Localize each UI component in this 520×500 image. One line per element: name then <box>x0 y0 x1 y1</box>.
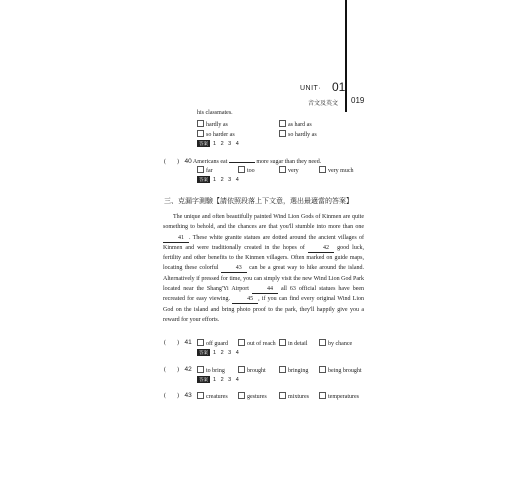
q43-option-b[interactable] <box>238 392 267 401</box>
option-marker-icon <box>279 366 286 373</box>
option-marker-icon <box>238 392 245 399</box>
q39-option-b[interactable] <box>279 120 312 129</box>
passage-text: can be a <box>249 265 271 272</box>
unit-number: 01 <box>332 80 346 94</box>
q42-option-c[interactable] <box>279 366 308 375</box>
answer-paren-open: ( <box>164 393 166 399</box>
option-text: as hard as <box>288 122 312 128</box>
option-text: very much <box>328 168 354 174</box>
option-text: mixtures <box>288 394 309 400</box>
passage-text: , if you can find every original Wind Lion God on the <box>163 296 364 313</box>
option-text: too <box>247 168 255 174</box>
option-text: so harder as <box>206 132 235 138</box>
option-marker-icon <box>279 120 286 127</box>
passage-text: for your efforts. <box>181 316 220 323</box>
option-text: by chance <box>328 341 353 347</box>
option-marker-icon <box>238 339 245 346</box>
question-number: 40 <box>184 158 192 165</box>
option-marker-icon <box>197 392 204 399</box>
q40-option-a[interactable] <box>197 166 213 175</box>
blank-45[interactable]: 45 <box>232 296 258 304</box>
q42-row <box>164 366 192 374</box>
option-marker-icon <box>319 166 326 173</box>
blank-41[interactable]: 41 <box>163 235 189 243</box>
q43-option-c[interactable] <box>279 392 309 401</box>
unit-label: UNIT· <box>300 85 322 92</box>
answer-key: 1 2 3 4 <box>213 177 241 183</box>
option-marker-icon <box>279 339 286 346</box>
passage-text: all 63 official statues have been recreated for easy <box>163 286 365 303</box>
q39-stem-end: his classmates. <box>197 110 233 116</box>
q42-option-b[interactable] <box>238 366 266 375</box>
q41-option-b[interactable] <box>238 339 276 348</box>
option-marker-icon <box>279 166 286 173</box>
q43-option-d[interactable] <box>319 392 359 401</box>
option-marker-icon <box>279 130 286 137</box>
q40-row <box>164 156 321 166</box>
passage-text: viewing. <box>209 296 230 303</box>
answer-tag: 答案 <box>199 350 208 355</box>
option-marker-icon <box>197 366 204 373</box>
option-marker-icon <box>279 392 286 399</box>
option-text: gestures <box>247 394 267 400</box>
q41-row <box>164 339 192 347</box>
option-text: to bring <box>206 368 225 374</box>
option-marker-icon <box>197 130 204 137</box>
option-marker-icon <box>238 166 245 173</box>
answer-paren-close: ) <box>177 393 179 399</box>
option-marker-icon <box>238 366 245 373</box>
question-number: 41 <box>184 339 192 346</box>
passage-text: Airport <box>231 286 249 293</box>
q42-option-d[interactable] <box>319 366 362 375</box>
passage-text: great way to hike around the island. Alternatively if pressed for time, you <box>163 265 364 282</box>
q42-answer-row <box>197 376 240 384</box>
passage-text: . These white granite statues are dotted around the <box>189 234 317 241</box>
passage-text: can simply visit the new Wind Lion God Park located near the Shang'Yi <box>163 275 364 293</box>
option-marker-icon <box>197 166 204 173</box>
passage-text: more than one <box>328 224 365 231</box>
answer-key: 1 2 3 4 <box>213 377 241 383</box>
option-text: far <box>206 168 213 174</box>
answer-paren-close: ) <box>177 367 179 373</box>
answer-key: 1 2 3 4 <box>213 141 241 147</box>
option-marker-icon <box>197 339 204 346</box>
answer-paren-open: ( <box>164 367 166 373</box>
q40-option-d[interactable] <box>319 166 354 175</box>
option-marker-icon <box>319 392 326 399</box>
option-text: being brought <box>328 368 362 374</box>
option-marker-icon <box>319 366 326 373</box>
passage-text: good luck, fertility and other benefits to the Kinmen villagers. <box>163 244 364 262</box>
page-number: 019 <box>351 96 365 105</box>
q40-option-c[interactable] <box>279 166 299 175</box>
answer-paren-close: ) <box>177 340 179 346</box>
option-text: so hardly as <box>288 132 317 138</box>
q42-option-a[interactable] <box>197 366 225 375</box>
answer-key: 1 2 3 4 <box>213 350 241 356</box>
q41-option-d[interactable] <box>319 339 352 348</box>
q39-option-d[interactable] <box>279 130 317 139</box>
option-text: very <box>288 168 299 174</box>
passage-text: island and bring photo proof to the park, they'll happily give you a reward <box>163 306 365 323</box>
option-text: bringing <box>288 368 309 374</box>
option-text: hardly as <box>206 122 228 128</box>
option-text: out of reach <box>247 341 276 347</box>
answer-paren-open: ( <box>164 159 166 165</box>
answer-tag: 答案 <box>199 377 208 382</box>
q41-answer-row <box>197 349 240 357</box>
q40-stem-after: more sugar than they need. <box>256 159 322 165</box>
q40-blank-line <box>229 156 255 163</box>
option-text: creatures <box>206 394 228 400</box>
q43-row <box>164 392 192 400</box>
blank-44[interactable]: 44 <box>252 286 278 294</box>
q40-stem-before: Americans eat <box>192 159 228 165</box>
q41-option-c[interactable] <box>279 339 308 348</box>
q39-answer-row <box>197 140 240 148</box>
blank-42[interactable]: 42 <box>308 245 334 253</box>
passage-text: ancient villages of Kinmen and were traditionally created in the hopes of <box>163 234 365 251</box>
answer-tag: 答案 <box>199 141 208 146</box>
question-number: 42 <box>184 366 192 373</box>
option-text: in detail <box>288 341 308 347</box>
answer-tag: 答案 <box>199 177 208 182</box>
option-text: off guard <box>206 341 229 347</box>
header-vertical-rule <box>345 0 347 112</box>
option-marker-icon <box>319 339 326 346</box>
answer-paren-open: ( <box>164 340 166 346</box>
answer-paren-close: ) <box>177 159 179 165</box>
passage-text: The unique and often beautifully painted Wind Lion Gods of Kinmen <box>173 214 342 220</box>
q40-answer-row <box>197 176 240 184</box>
question-number: 43 <box>184 392 192 399</box>
passage-text: are quite something to behold, and the chances are that you'll stumble into <box>163 214 364 231</box>
q43-option-a[interactable] <box>197 392 228 401</box>
option-marker-icon <box>197 120 204 127</box>
section-title: 三、克漏字測驗【請依照段落上下文意，選出最適當的答案】 <box>164 198 353 205</box>
option-text: temperatures <box>328 394 359 400</box>
cloze-passage <box>163 212 364 325</box>
unit-subtitle: 音文及英文 <box>308 101 339 107</box>
blank-43[interactable]: 43 <box>221 265 247 273</box>
passage-text: Often marked on guide maps, locating these colorful <box>163 255 364 272</box>
q39-option-c[interactable] <box>197 130 235 139</box>
q40-option-b[interactable] <box>238 166 255 175</box>
option-text: brought <box>247 368 266 374</box>
q41-option-a[interactable] <box>197 339 228 348</box>
q39-option-a[interactable] <box>197 120 228 129</box>
